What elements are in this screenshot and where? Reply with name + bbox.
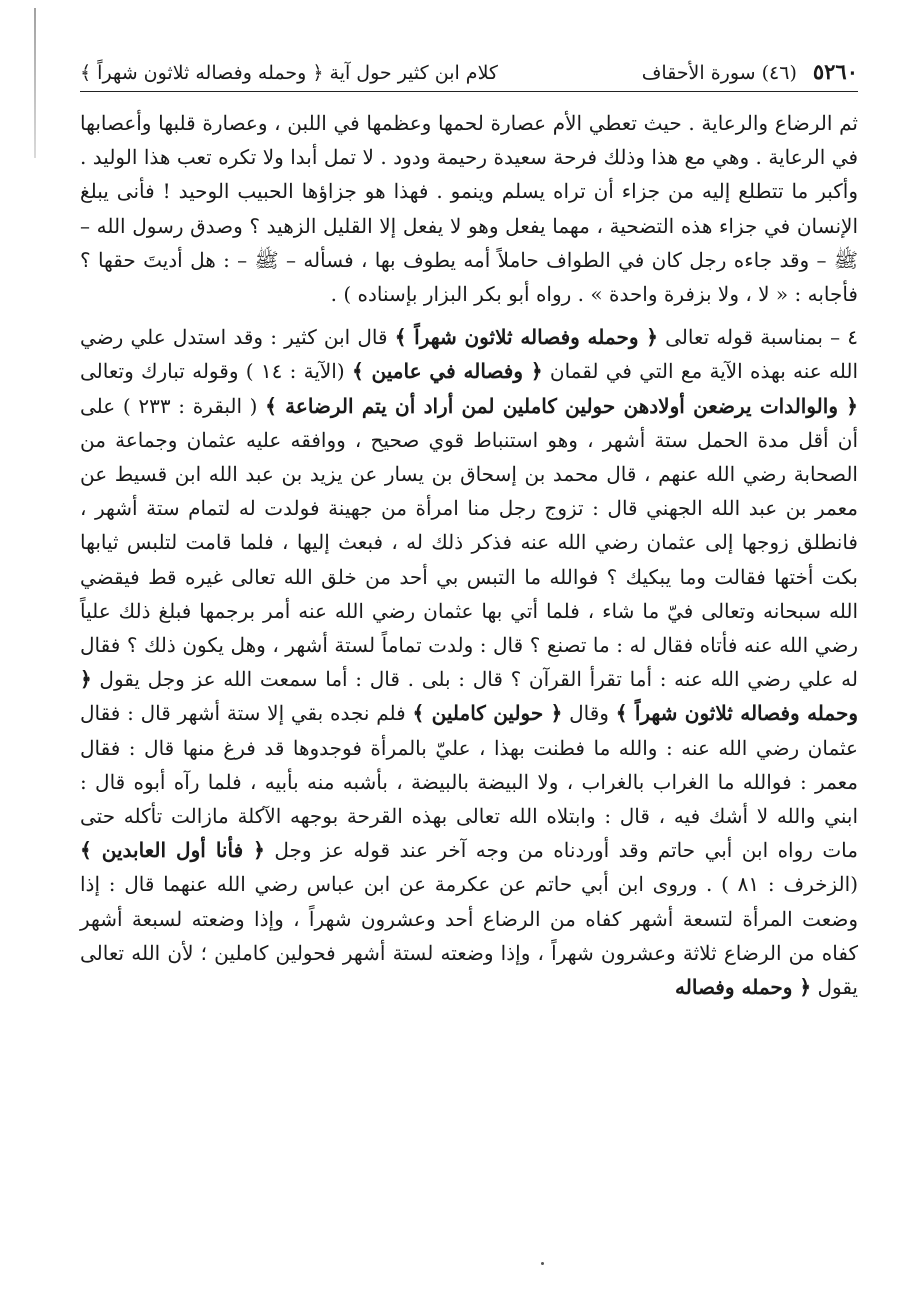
surah-title: (٤٦) سورة الأحقاف xyxy=(641,62,797,84)
quran-quote: ﴿ فأنا أول العابدين ﴾ xyxy=(80,838,265,863)
paragraph xyxy=(80,320,858,1004)
binding-edge-mark xyxy=(34,8,36,158)
book-page xyxy=(80,58,858,1004)
paragraph xyxy=(80,106,858,311)
body-text xyxy=(80,106,858,1004)
text-run: (الآية : ١٤ ) وقوله تبارك وتعالى xyxy=(80,359,352,384)
text-run: وقال xyxy=(562,701,616,726)
text-run: فلم نجده بقي إلا ستة أشهر قال : فقال عثمان رضي الله عنه : والله ما فطنت بهذا ، عليّ بالمرأة فوجدوها قد فرغ منها قال : فقال معمر : فوالله ما الغراب بالغراب ، ولا البيضة بالبيضة ، بأشبه منه بأبيه ، فلما رآه أبوه قال : ابني والله لا أشك فيه ، قال : وابتلاه الله تعالى بهذه القرحة بوجهه الآكلة مازالت تأكله حتى مات رواه ابن أبي حاتم وقد أوردناه من وجه آخر عند قوله عز وجل xyxy=(80,701,858,863)
quran-quote: ﴿ وحمله وفصاله ثلاثون شهراً ﴾ xyxy=(394,325,658,350)
text-run: (الزخرف : ٨١ ) . وروى ابن أبي حاتم عن عكرمة عن ابن عباس رضي الله عنهما قال : إذا وضعت المرأة لتسعة أشهر كفاه من الرضاع أحد وعشرون شهراً ، وإذا وضعته لسبعة أشهر كفاه من الرضاع ثلاثة وعشرون شهراً ، وإذا وضعته لستة أشهر فحولين كاملين ؛ لأن الله تعالى يقول xyxy=(80,872,858,1000)
page-number: ٥٢٦٠ xyxy=(812,59,858,84)
quran-quote: ﴿ وحمله وفصاله ثلاثون شهراً ﴾ xyxy=(80,667,859,726)
quran-quote: ﴿ وفصاله في عامين ﴾ xyxy=(351,359,543,384)
section-topic: كلام ابن كثير حول آية ﴿ وحمله وفصاله ثلاثون شهراً ﴾ xyxy=(80,62,498,84)
text-run: ( البقرة : ٢٣٣ ) على أن أقل مدة الحمل ستة أشهر ، وهو استنباط قوي صحيح ، ووافقه عليه عثمان وجماعة من الصحابة رضي الله عنهم ، قال محمد بن إسحاق بن يسار عن يزيد بن عبد الله ابن قسيط عن معمر بن عبد الله الجهني قال : تزوج رجل منا امرأة من جهينة فولدت له لتمام ستة أشهر ، فانطلق زوجها إلى عثمان رضي الله عنه فذكر ذلك له ، فبعث إليها ، فلما قامت لتلبس ثيابها بكت أختها فقالت وما يبكيك ؟ فوالله ما التبس بي أحد من خلق الله تعالى غيره قط فيقضي الله سبحانه وتعالى فيّ ما شاء ، فلما أتي بها عثمان رضي الله عنه أمر برجمها فبلغ ذلك علياً رضي الله عنه فأتاه فقال له : ما تصنع ؟ قال : ولدت تماماً لستة أشهر ، وهل يكون ذلك ؟ فقال له علي رضي الله عنه : أما تقرأ القرآن ؟ قال : بلى . قال : أما سمعت الله عز وجل يقول xyxy=(80,393,858,692)
quran-quote: ﴿ حولين كاملين ﴾ xyxy=(412,701,563,726)
text-run: قال ابن كثير : وقد استدل علي رضي الله عنه بهذه الآية مع التي في لقمان xyxy=(80,325,859,384)
text-run: ٤ – بمناسبة قوله تعالى xyxy=(657,325,859,350)
running-header xyxy=(80,58,858,92)
text-run: ثم الرضاع والرعاية . حيث تعطي الأم عصارة لحمها وعظمها في اللبن ، وعصارة قلبها وأعصابها في الرعاية . وهي مع هذا وذلك فرحة سعيدة رحيمة ودود . لا تمل أبدا ولا تكره تعب هذا الوليد . وأكبر ما تتطلع إليه من جزاء أن تراه يسلم وينمو . فهذا هو جزاؤها الحبيب الوحيد ! فأنى يبلغ الإنسان في جزاء هذه التضحية ، مهما يفعل وهو لا يفعل إلا القليل الزهيد ؟ وصدق رسول الله – ﷺ – وقد جاءه رجل كان في الطواف حاملاً أمه يطوف بها ، فسأله – ﷺ – : هل أديتَ حقها ؟ فأجابه : « لا ، ولا بزفرة واحدة » . رواه أبو بكر البزار بإسناده ) . xyxy=(80,111,859,307)
quran-quote: ﴿ وحمله وفصاله xyxy=(675,975,812,1000)
page-speck xyxy=(541,1262,544,1265)
quran-quote: ﴿ والوالدات يرضعن أولادهن حولين كاملين لمن أراد أن يتم الرضاعة ﴾ xyxy=(265,393,858,418)
